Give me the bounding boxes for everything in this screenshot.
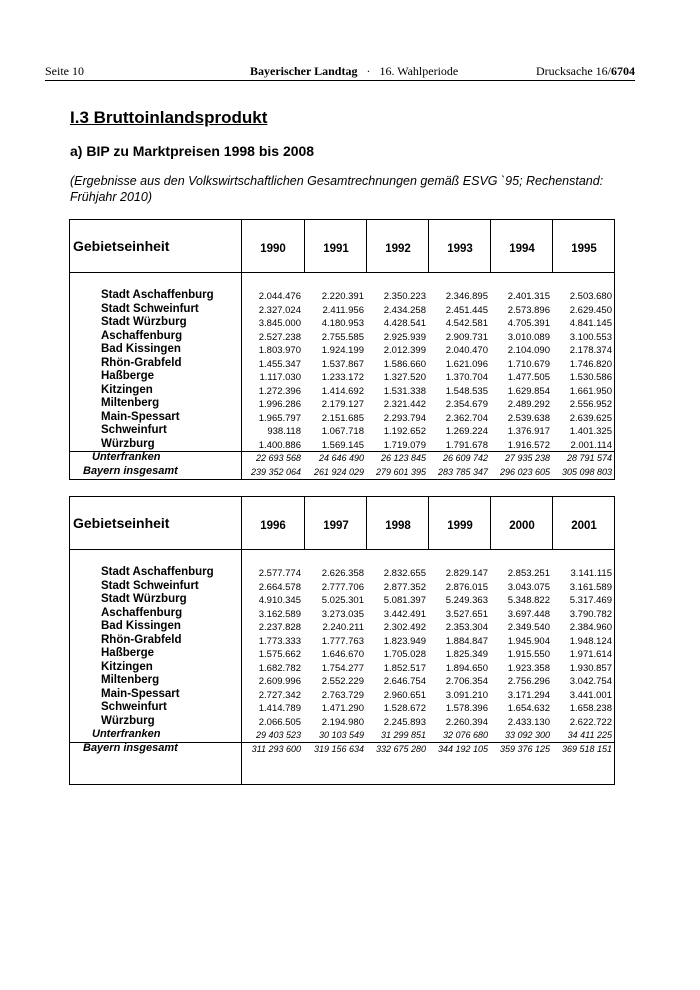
column-divider xyxy=(304,220,305,272)
table-cell: 4.428.541 xyxy=(383,318,426,329)
column-header-year: 1990 xyxy=(260,243,286,255)
table-cell: 2.220.391 xyxy=(321,291,364,302)
row-label: Stadt Würzburg xyxy=(101,316,187,328)
table-row xyxy=(70,331,614,344)
column-header-year: 1995 xyxy=(571,243,597,255)
table-cell: 1.915.550 xyxy=(507,649,550,660)
column-divider xyxy=(552,497,553,549)
table-cell: 2.194.980 xyxy=(321,716,364,728)
table-row xyxy=(70,317,614,330)
row-label: Rhön-Grabfeld xyxy=(101,633,182,646)
table-cell: 1.719.079 xyxy=(383,439,426,451)
table-cell: 305 098 803 xyxy=(561,467,612,477)
table-cell: 1.528.672 xyxy=(383,703,426,714)
column-header-year: 1998 xyxy=(385,520,411,532)
column-divider xyxy=(490,497,491,549)
table-cell: 2.503.680 xyxy=(569,291,612,302)
column-header-year: 1997 xyxy=(323,520,349,532)
table-cell: 2.240.211 xyxy=(322,622,364,633)
table-cell: 2.434.258 xyxy=(383,304,426,316)
table-cell: 296 023 605 xyxy=(499,467,550,477)
table-cell: 2.877.352 xyxy=(383,581,426,593)
legislative-period: 16. Wahlperiode xyxy=(379,64,459,78)
table-cell: 34 411 225 xyxy=(567,730,612,740)
table-cell: 29 403 523 xyxy=(255,730,301,740)
column-header-year: 2001 xyxy=(571,520,597,532)
table-cell: 1.575.662 xyxy=(258,649,301,660)
table-cell: 2.044.476 xyxy=(258,291,301,302)
table-cell: 27 935 238 xyxy=(504,453,550,463)
table-cell: 938.118 xyxy=(267,426,301,437)
table-cell: 344 192 105 xyxy=(437,744,488,754)
table-cell: 2.066.505 xyxy=(258,716,301,728)
gdp-table-1990-1995 xyxy=(69,219,615,480)
table-row xyxy=(70,675,614,688)
column-divider xyxy=(366,497,367,549)
table-row xyxy=(70,581,614,594)
table-row xyxy=(70,689,614,702)
table-cell: 2.577.774 xyxy=(258,568,301,579)
table-cell: 4.542.581 xyxy=(445,318,488,329)
column-divider xyxy=(304,497,305,549)
table-cell: 1.945.904 xyxy=(507,635,550,647)
table-cell: 1.269.224 xyxy=(445,426,488,437)
table-row xyxy=(70,567,614,580)
table-cell: 1.777.763 xyxy=(321,635,364,647)
table-row xyxy=(70,702,614,715)
table-row xyxy=(70,385,614,398)
table-cell: 2.626.358 xyxy=(321,568,364,579)
row-label: Aschaffenburg xyxy=(101,329,183,342)
column-header-year: 1993 xyxy=(447,243,473,255)
table-cell: 5.025.301 xyxy=(321,595,364,606)
row-label: Schweinfurt xyxy=(101,701,167,713)
table-cell: 2.104.090 xyxy=(507,345,550,356)
table-header xyxy=(70,220,614,273)
table-cell: 3.043.075 xyxy=(507,581,550,593)
header-center xyxy=(250,64,458,79)
table-cell: 2.489.292 xyxy=(507,399,550,410)
column-header-year: 1996 xyxy=(260,520,286,532)
subtotal-row xyxy=(70,452,614,465)
row-label: Stadt Würzburg xyxy=(101,593,187,605)
table-cell: 1.586.660 xyxy=(383,358,426,370)
table-cell: 28 791 574 xyxy=(566,453,612,463)
table-cell: 1.916.572 xyxy=(507,439,550,451)
column-divider xyxy=(552,220,553,272)
table-cell: 5.249.363 xyxy=(445,595,488,606)
table-cell: 311 293 600 xyxy=(251,744,301,754)
table-cell: 2.829.147 xyxy=(445,568,488,579)
table-cell: 283 785 347 xyxy=(437,467,488,477)
table-cell: 319 156 634 xyxy=(313,744,364,754)
table-row xyxy=(70,344,614,357)
table-cell: 332 675 280 xyxy=(375,744,426,754)
table-cell: 2.350.223 xyxy=(383,291,426,302)
table-cell: 2.260.394 xyxy=(445,716,488,728)
table-cell: 1.705.028 xyxy=(383,649,426,660)
table-cell: 1.948.124 xyxy=(569,635,612,647)
table-cell: 2.909.731 xyxy=(445,331,488,343)
table-cell: 2.178.374 xyxy=(569,345,612,356)
table-cell: 2.012.399 xyxy=(383,345,426,356)
table-cell: 2.832.655 xyxy=(383,568,426,579)
table-cell: 1.658.238 xyxy=(569,703,612,714)
table-row xyxy=(70,716,614,729)
table-row xyxy=(70,621,614,634)
column-divider xyxy=(366,220,367,272)
gdp-table-1996-2001 xyxy=(69,496,615,785)
table-cell: 2.573.896 xyxy=(507,304,550,316)
table-cell: 3.010.089 xyxy=(507,331,550,343)
table-cell: 1.233.172 xyxy=(321,372,364,383)
table-cell: 2.346.895 xyxy=(445,291,488,302)
table-cell: 5.348.822 xyxy=(507,595,550,606)
parliament-name: Bayerischer Landtag xyxy=(250,64,358,78)
row-label: Würzburg xyxy=(101,437,155,450)
table-cell: 4.841.145 xyxy=(569,318,612,329)
table-cell: 3.527.651 xyxy=(445,608,488,620)
table-cell: 4.180.953 xyxy=(321,318,364,329)
table-cell: 5.317.469 xyxy=(569,595,612,606)
subtotal-row xyxy=(70,729,614,742)
table-row xyxy=(70,648,614,661)
table-cell: 3.442.491 xyxy=(383,608,426,620)
header-separator: · xyxy=(366,64,371,78)
table-cell: 2.960.651 xyxy=(383,689,426,701)
column-header-year: 1999 xyxy=(447,520,473,532)
table-cell: 1.578.396 xyxy=(445,703,488,714)
table-cell: 2.609.996 xyxy=(258,676,301,687)
table-cell: 2.527.238 xyxy=(258,331,301,343)
row-label: Main-Spessart xyxy=(101,687,180,700)
table-cell: 1.965.797 xyxy=(258,412,301,424)
table-cell: 2.354.679 xyxy=(445,399,488,410)
column-header-region: Gebietseinheit xyxy=(73,238,170,254)
page-number: Seite 10 xyxy=(45,64,84,78)
document-reference xyxy=(536,64,635,79)
table-cell: 1.894.650 xyxy=(445,662,488,674)
table-cell: 2.040.470 xyxy=(445,345,488,356)
row-label: Bayern insgesamt xyxy=(83,465,178,477)
table-row xyxy=(70,358,614,371)
table-cell: 1.852.517 xyxy=(383,662,426,674)
row-label: Stadt Aschaffenburg xyxy=(101,289,214,301)
table-cell: 2.763.729 xyxy=(321,689,364,701)
table-cell: 3.845.000 xyxy=(258,318,301,329)
table-cell: 3.441.001 xyxy=(569,689,612,701)
row-label: Kitzingen xyxy=(101,660,153,673)
table-cell: 2.327.024 xyxy=(258,304,301,316)
table-cell: 4.910.345 xyxy=(258,595,301,606)
table-cell: 3.100.553 xyxy=(569,331,612,343)
table-row xyxy=(70,608,614,621)
table-cell: 1.477.505 xyxy=(507,372,550,383)
table-row xyxy=(70,371,614,384)
table-cell: 2.293.794 xyxy=(383,412,426,424)
table-cell: 1.414.789 xyxy=(258,703,301,714)
table-cell: 2.556.952 xyxy=(569,399,612,410)
row-label: Bad Kissingen xyxy=(101,620,181,632)
table-cell: 31 299 851 xyxy=(380,730,426,740)
table-cell: 1.531.338 xyxy=(383,385,426,397)
table-cell: 2.302.492 xyxy=(383,622,426,633)
source-note: (Ergebnisse aus den Volkswirtschaftlichen Gesamtrechnungen gemäß ESVG `95; Rechenstand: Frühjahr 2010) xyxy=(70,174,604,204)
table-cell: 1.629.854 xyxy=(507,385,550,397)
table-cell: 2.433.130 xyxy=(507,716,550,728)
table-cell: 1.803.970 xyxy=(258,345,301,356)
table-cell: 1.537.867 xyxy=(321,358,364,370)
table-cell: 1.654.632 xyxy=(507,703,550,714)
table-cell: 26 609 742 xyxy=(442,453,488,463)
row-label: Stadt Aschaffenburg xyxy=(101,566,214,578)
table-cell: 2.001.114 xyxy=(570,439,612,451)
table-cell: 2.552.229 xyxy=(321,676,364,687)
table-cell: 3.161.589 xyxy=(569,581,612,593)
doc-prefix: Drucksache 16/ xyxy=(536,64,611,78)
row-label: Unterfranken xyxy=(92,728,161,740)
table-cell: 1.923.358 xyxy=(507,662,550,674)
table-cell: 239 352 064 xyxy=(250,467,301,477)
table-cell: 1.401.325 xyxy=(569,426,612,437)
table-row xyxy=(70,439,614,452)
table-cell: 261 924 029 xyxy=(313,467,364,477)
table-cell: 2.362.704 xyxy=(445,412,488,424)
row-label: Main-Spessart xyxy=(101,410,180,423)
table-cell: 359 376 125 xyxy=(499,744,550,754)
table-cell: 2.706.354 xyxy=(445,676,488,687)
doc-number: 6704 xyxy=(611,64,635,78)
column-divider xyxy=(490,220,491,272)
row-label: Aschaffenburg xyxy=(101,606,183,619)
table-cell: 1.791.678 xyxy=(445,439,488,451)
row-label: Stadt Schweinfurt xyxy=(101,302,199,315)
table-cell: 1.376.917 xyxy=(507,426,550,437)
table-cell: 1.754.277 xyxy=(321,662,364,674)
table-cell: 2.401.315 xyxy=(507,291,550,302)
table-cell: 1.996.286 xyxy=(258,399,301,410)
table-cell: 1.746.820 xyxy=(569,358,612,370)
table-cell: 1.569.145 xyxy=(321,439,364,451)
table-row xyxy=(70,398,614,411)
subsection-heading: a) BIP zu Marktpreisen 1998 bis 2008 xyxy=(70,143,315,159)
table-cell: 2.349.540 xyxy=(507,622,550,633)
table-cell: 3.091.210 xyxy=(445,689,488,701)
table-cell: 2.756.296 xyxy=(507,676,550,687)
table-cell: 2.245.893 xyxy=(383,716,426,728)
column-header-year: 1992 xyxy=(385,243,411,255)
table-cell: 1.530.586 xyxy=(569,372,612,383)
row-label: Haßberge xyxy=(101,647,155,659)
table-cell: 24 646 490 xyxy=(318,453,364,463)
table-cell: 1.823.949 xyxy=(383,635,426,647)
table-cell: 2.353.304 xyxy=(445,622,488,633)
table-cell: 2.384.960 xyxy=(569,622,612,633)
table-cell: 3.697.448 xyxy=(507,608,550,620)
table-cell: 2.151.685 xyxy=(321,412,364,424)
total-row xyxy=(70,743,614,756)
table-row xyxy=(70,304,614,317)
table-cell: 2.179.127 xyxy=(321,399,364,410)
table-cell: 3.141.115 xyxy=(570,568,612,579)
row-label: Stadt Schweinfurt xyxy=(101,579,199,592)
table-cell: 3.162.589 xyxy=(258,608,301,620)
table-cell: 1.884.847 xyxy=(445,635,488,647)
table-cell: 1.646.670 xyxy=(321,649,364,660)
row-label: Unterfranken xyxy=(92,451,161,463)
table-cell: 26 123 845 xyxy=(380,453,426,463)
row-label: Bad Kissingen xyxy=(101,343,181,355)
table-cell: 2.539.638 xyxy=(507,412,550,424)
page-header xyxy=(45,64,635,81)
table-cell: 1.067.718 xyxy=(321,426,364,437)
table-cell: 3.042.754 xyxy=(569,676,612,687)
row-label: Rhön-Grabfeld xyxy=(101,356,182,369)
table-cell: 3.790.782 xyxy=(569,608,612,620)
table-cell: 1.414.692 xyxy=(321,385,364,397)
table-cell: 1.370.704 xyxy=(445,372,488,383)
table-cell: 1.930.857 xyxy=(569,662,612,674)
table-cell: 1.773.333 xyxy=(258,635,301,647)
table-cell: 1.327.520 xyxy=(383,372,426,383)
table-cell: 2.451.445 xyxy=(445,304,488,316)
table-cell: 2.411.956 xyxy=(322,304,364,316)
table-cell: 1.710.679 xyxy=(507,358,550,370)
row-label: Schweinfurt xyxy=(101,424,167,436)
table-row xyxy=(70,290,614,303)
table-cell: 2.237.828 xyxy=(258,622,301,633)
table-cell: 2.664.578 xyxy=(258,581,301,593)
table-cell: 2.777.706 xyxy=(321,581,364,593)
table-cell: 1.272.396 xyxy=(258,385,301,397)
table-cell: 5.081.397 xyxy=(383,595,426,606)
table-cell: 22 693 568 xyxy=(255,453,301,463)
column-divider xyxy=(428,497,429,549)
table-cell: 32 076 680 xyxy=(442,730,488,740)
table-cell: 2.755.585 xyxy=(321,331,364,343)
table-row xyxy=(70,412,614,425)
table-row xyxy=(70,425,614,438)
column-header-year: 1994 xyxy=(509,243,535,255)
column-header-year: 2000 xyxy=(509,520,535,532)
table-cell: 2.727.342 xyxy=(258,689,301,701)
row-label: Bayern insgesamt xyxy=(83,742,178,754)
table-cell: 1.455.347 xyxy=(258,358,301,370)
table-cell: 30 103 549 xyxy=(318,730,364,740)
column-header-region: Gebietseinheit xyxy=(73,515,170,531)
table-row xyxy=(70,662,614,675)
table-cell: 3.273.035 xyxy=(321,608,364,620)
column-header-year: 1991 xyxy=(323,243,349,255)
table-cell: 2.925.939 xyxy=(383,331,426,343)
row-label: Würzburg xyxy=(101,714,155,727)
table-cell: 4.705.391 xyxy=(507,318,550,329)
row-label: Miltenberg xyxy=(101,397,160,409)
table-cell: 279 601 395 xyxy=(375,467,426,477)
table-cell: 1.682.782 xyxy=(258,662,301,674)
table-cell: 1.825.349 xyxy=(445,649,488,660)
table-cell: 1.924.199 xyxy=(321,345,364,356)
total-row xyxy=(70,466,614,479)
table-cell: 369 518 151 xyxy=(561,744,612,754)
table-cell: 1.548.535 xyxy=(445,385,488,397)
table-cell: 2.321.442 xyxy=(383,399,426,410)
table-cell: 2.646.754 xyxy=(383,676,426,687)
table-cell: 2.639.625 xyxy=(569,412,612,424)
table-cell: 1.661.950 xyxy=(569,385,612,397)
section-heading: I.3 Bruttoinlandsprodukt xyxy=(70,108,268,127)
table-cell: 2.629.450 xyxy=(569,304,612,316)
row-label: Kitzingen xyxy=(101,383,153,396)
table-row xyxy=(70,635,614,648)
table-cell: 1.621.096 xyxy=(445,358,488,370)
table-cell: 2.622.722 xyxy=(569,716,612,728)
table-cell: 1.117.030 xyxy=(259,372,301,383)
table-row xyxy=(70,594,614,607)
row-label: Haßberge xyxy=(101,370,155,382)
row-divider xyxy=(70,451,614,452)
table-cell: 3.171.294 xyxy=(507,689,550,701)
row-label: Miltenberg xyxy=(101,674,160,686)
table-cell: 1.971.614 xyxy=(569,649,612,660)
table-cell: 1.400.886 xyxy=(258,439,301,451)
table-cell: 1.471.290 xyxy=(321,703,364,714)
column-divider xyxy=(428,220,429,272)
table-cell: 33 092 300 xyxy=(504,730,550,740)
table-cell: 1.192.652 xyxy=(383,426,426,437)
table-cell: 2.853.251 xyxy=(507,568,550,579)
table-header xyxy=(70,497,614,550)
table-cell: 2.876.015 xyxy=(445,581,488,593)
